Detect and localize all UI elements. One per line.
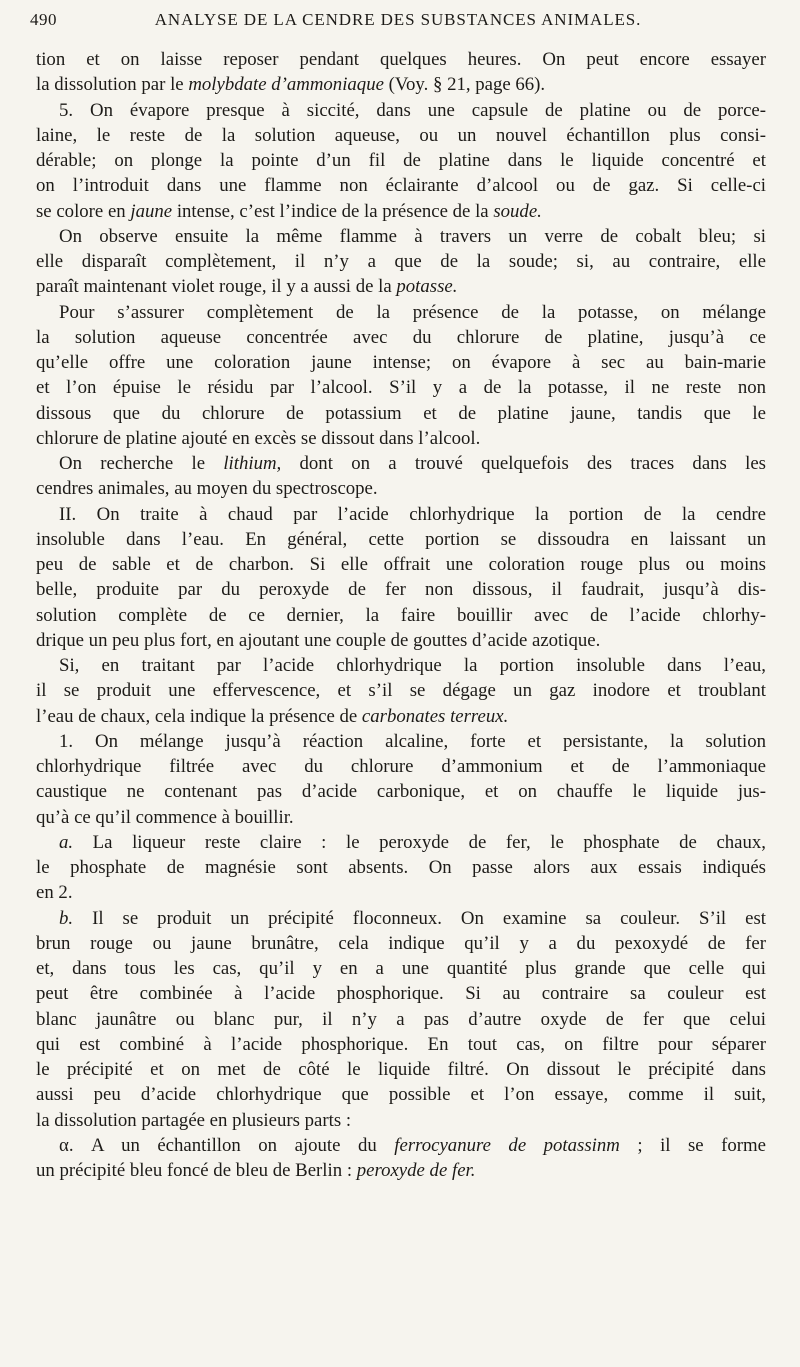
text-line xyxy=(36,123,766,148)
text-line xyxy=(36,678,766,703)
text-segment: (Voy. § 21, page 66). xyxy=(383,74,546,96)
text-segment: en 2. xyxy=(36,882,73,904)
text-line xyxy=(36,47,766,72)
text-segment: II. On traite à chaud par l’acide chlorhydrique la portion de la cendre xyxy=(59,503,766,525)
text-segment: Pour s’assurer complètement de la présence de la potasse, on mélange xyxy=(59,301,766,323)
text-segment: chlorure de platine ajouté en excès se dissout dans l’alcool. xyxy=(36,427,481,449)
text-segment: chlorhydrique filtrée avec du chlorure d’ammonium et de l’ammoniaque xyxy=(36,756,766,777)
text-line xyxy=(36,628,766,653)
text-line xyxy=(36,325,766,350)
text-segment: α. A un échantillon on ajoute du xyxy=(59,1134,395,1156)
text-segment: blanc jaunâtre ou blanc pur, il n’y a pas d’autre oxyde de fer que celui xyxy=(36,1008,766,1030)
text-segment: laine, le reste de la solution aqueuse, ou un nouvel échantillon plus consi- xyxy=(36,124,766,146)
text-line xyxy=(36,1032,766,1057)
text-line xyxy=(36,1007,766,1032)
text-segment: ; il se forme xyxy=(619,1134,766,1156)
text-segment: le phosphate de magnésie sont absents. On passe alors aux essais indiqués xyxy=(36,857,766,878)
text-segment: dérable; on plonge la pointe d’un fil de platine dans le liquide concentré et xyxy=(36,150,766,171)
text-line xyxy=(36,148,766,173)
text-line xyxy=(36,375,766,400)
text-line xyxy=(36,98,766,123)
text-segment: qui est combiné à l’acide phosphorique. En tout cas, on filtre pour séparer xyxy=(36,1033,766,1055)
text-segment: 5. On évapore presque à siccité, dans une capsule de platine ou de porce- xyxy=(59,99,766,121)
italic-segment: a. xyxy=(59,831,74,853)
text-line xyxy=(36,476,766,501)
text-line xyxy=(36,805,766,830)
text-line xyxy=(36,451,766,476)
text-line xyxy=(36,274,766,299)
text-segment: l’eau de chaux, cela indique la présence de xyxy=(36,705,362,727)
text-segment: se colore en xyxy=(36,200,131,222)
text-segment: peut être combinée à l’acide phosphorique. Si au contraire sa couleur est xyxy=(36,983,766,1005)
page-number: 490 xyxy=(30,10,57,29)
text-segment: On observe ensuite la même flamme à travers un verre de cobalt bleu; si xyxy=(59,225,766,247)
text-segment: brun rouge ou jaune brunâtre, cela indique qu’il y a du pexoxydé de fer xyxy=(36,932,766,954)
text-segment: tion et on laisse reposer pendant quelques heures. On peut encore essayer xyxy=(36,49,766,70)
text-segment: insoluble dans l’eau. En général, cette portion se dissoudra en laissant un xyxy=(36,528,766,550)
text-segment: qu’elle offre une coloration jaune intense; on évapore à sec au bain-marie xyxy=(36,352,766,373)
text-segment: La liqueur reste claire : le peroxyde de fer, le phosphate de chaux, xyxy=(73,831,766,853)
text-line xyxy=(36,173,766,198)
text-segment: drique un peu plus fort, en ajoutant une couple de gouttes d’acide azotique. xyxy=(36,629,601,651)
text-line xyxy=(36,1108,766,1133)
text-line xyxy=(36,855,766,880)
italic-segment: lithium, xyxy=(223,453,282,474)
text-line xyxy=(36,350,766,375)
text-line xyxy=(36,502,766,527)
text-segment: belle, produite par du peroxyde de fer non dissous, il faudrait, jusqu’à dis- xyxy=(36,579,766,601)
italic-segment: molybdate d’ammoniaque xyxy=(188,74,384,96)
text-line xyxy=(36,577,766,602)
text-segment: la solution aqueuse concentrée avec du chlorure de platine, jusqu’à ce xyxy=(36,326,766,348)
italic-segment: jaune xyxy=(130,200,173,222)
text-segment: paraît maintenant violet rouge, il y a aussi de la xyxy=(36,276,397,298)
text-segment: et, dans tous les cas, qu’il y en a une quantité plus grande que celle qui xyxy=(36,958,766,979)
text-line xyxy=(36,956,766,981)
italic-segment: ferrocyanure de potassinm xyxy=(394,1134,620,1156)
text-line xyxy=(36,199,766,224)
text-segment: On recherche le xyxy=(59,453,224,474)
text-line xyxy=(36,704,766,729)
text-line xyxy=(36,931,766,956)
italic-segment: carbonates terreux. xyxy=(361,705,509,727)
italic-segment: soude. xyxy=(493,200,542,222)
text-segment: il se produit une effervescence, et s’il se dégage un gaz inodore et troublant xyxy=(36,680,766,702)
text-segment: la dissolution par le xyxy=(36,74,189,96)
italic-segment: potasse. xyxy=(396,276,458,298)
text-line xyxy=(36,729,766,754)
text-line xyxy=(36,603,766,628)
text-line xyxy=(36,1057,766,1082)
text-line xyxy=(36,906,766,931)
text-segment: dont on a trouvé quelquefois des traces dans les xyxy=(281,453,766,474)
text-segment: cendres animales, au moyen du spectroscope. xyxy=(36,478,378,500)
text-segment: intense, c’est l’indice de la présence de la xyxy=(172,200,494,222)
running-head xyxy=(30,10,790,36)
text-line xyxy=(36,249,766,274)
text-segment: elle disparaît complètement, il n’y a que de la soude; si, au contraire, elle xyxy=(36,251,766,272)
text-line xyxy=(36,981,766,1006)
text-line xyxy=(36,754,766,779)
text-line xyxy=(36,830,766,855)
text-segment: peu de sable et de charbon. Si elle offrait une coloration rouge plus ou moins xyxy=(36,554,766,575)
text-line xyxy=(36,653,766,678)
text-line xyxy=(36,1133,766,1158)
text-line xyxy=(36,426,766,451)
text-segment: solution complète de ce dernier, la faire bouillir avec de l’acide chlorhy- xyxy=(36,604,766,626)
text-line xyxy=(36,1158,766,1183)
running-head-title: ANALYSE DE LA CENDRE DES SUBSTANCES ANIMALES. xyxy=(154,10,642,29)
text-segment: dissous que du chlorure de potassium et de platine jaune, tandis que le xyxy=(36,402,766,424)
text-segment: 1. On mélange jusqu’à réaction alcaline, forte et persistante, la solution xyxy=(59,730,766,752)
text-segment: et l’on épuise le résidu par l’alcool. S’il y a de la potasse, il ne reste non xyxy=(36,377,766,399)
italic-segment: peroxyde de fer. xyxy=(356,1160,476,1181)
text-segment: Il se produit un précipité floconneux. On examine sa couleur. S’il est xyxy=(73,907,766,929)
text-segment: on l’introduit dans une flamme non éclairante d’alcool ou de gaz. Si celle-ci xyxy=(36,175,766,197)
text-segment: aussi peu d’acide chlorhydrique que possible et l’on essaye, comme il suit, xyxy=(36,1084,766,1106)
text-line xyxy=(36,552,766,577)
text-line xyxy=(36,779,766,804)
text-line xyxy=(36,72,766,97)
text-line xyxy=(36,401,766,426)
italic-segment: b. xyxy=(59,907,74,929)
text-line xyxy=(36,224,766,249)
text-line xyxy=(36,527,766,552)
text-line xyxy=(36,880,766,905)
text-segment: le précipité et on met de côté le liquide filtré. On dissout le précipité dans xyxy=(36,1059,766,1080)
text-segment: qu’à ce qu’il commence à bouillir. xyxy=(36,806,294,828)
text-line xyxy=(36,1082,766,1107)
text-segment: Si, en traitant par l’acide chlorhydrique la portion insoluble dans l’eau, xyxy=(59,655,766,676)
text-line xyxy=(36,300,766,325)
text-segment: un précipité bleu foncé de bleu de Berlin : xyxy=(36,1160,357,1181)
text-segment: caustique ne contenant pas d’acide carbonique, et on chauffe le liquide jus- xyxy=(36,781,766,803)
body-text xyxy=(36,47,766,1183)
text-segment: la dissolution partagée en plusieurs parts : xyxy=(36,1109,352,1131)
